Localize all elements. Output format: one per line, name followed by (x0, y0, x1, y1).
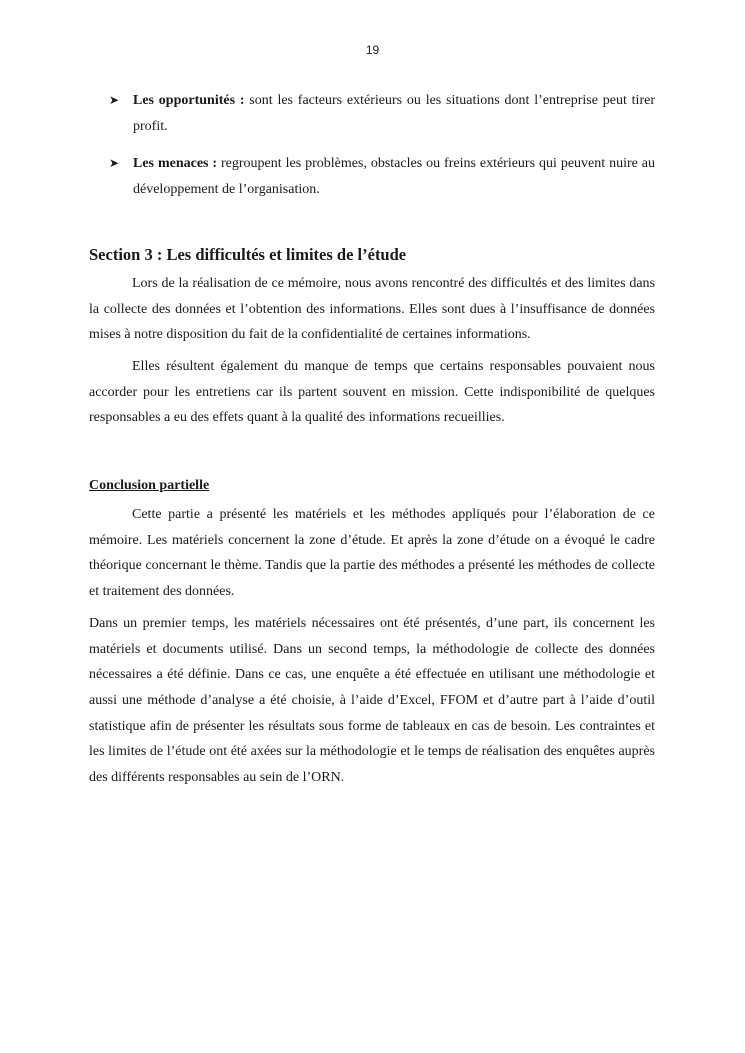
paragraph: Lors de la réalisation de ce mémoire, nous avons rencontré des difficultés et des limites dans la collecte des données et l’obtention des informations. Elles sont dues à l’insuffisance de données mises à notre disposition du fait de la confidentialité de certaines informations. (89, 275, 655, 343)
paragraph: Dans un premier temps, les matériels nécessaires ont été présentés, d’une part, ils concernent les matériels et documents utilisé. Dans un second temps, la méthodologie de collecte des données nécessaires a été définie. Dans ce cas, une enquête a été effectuée en utilisant une méthodologie et aussi une méthode d’analyse a été choisie, à l’aide d’Excel, FFOM et d’autre part à l’aide d’outil statistique afin de présenter les résultats sous forme de tableaux en cas de besoin. Les contraintes et les limites de l’étude ont été axées sur la méthodologie et le temps de réalisation des enquêtes auprès des différents responsables au sein de l’ORN. (89, 615, 655, 786)
bullet-term: Les opportunités : (133, 93, 245, 108)
paragraph: Elles résultent également du manque de temps que certains responsables pouvaient nous accorder pour les entretiens car ils partent souvent en mission. Cette indisponibilité de quelques responsables a eu des effets quant à la qualité des informations recueillies. (89, 358, 655, 426)
section-title: Section 3 : Les difficultés et limites de l’étude (89, 244, 407, 264)
page-content (89, 88, 655, 791)
conclusion-title: Conclusion partielle (89, 478, 210, 494)
bullet-text: sont les facteurs extérieurs ou les situations dont l’entreprise peut tirer profit. (133, 93, 655, 134)
bullet-item-threats (89, 151, 655, 202)
page-number: 19 (365, 43, 380, 57)
arrowhead-bullet-icon: ➤ (109, 156, 120, 171)
arrowhead-bullet-icon: ➤ (109, 93, 120, 107)
paragraph: Cette partie a présenté les matériels et les méthodes appliqués pour l’élaboration de ce mémoire. Les matériels concernent la zone d’étude. Et après la zone d’étude on a évoqué le cadre théorique concernant le thème. Tandis que la partie des méthodes a présenté les méthodes de collecte et traitement des données. (89, 507, 655, 600)
bullet-text: regroupent les problèmes, obstacles ou freins extérieurs qui peuvent nuire au développement de l’organisation. (133, 156, 655, 198)
bullet-item-opportunities (89, 88, 655, 139)
bullet-term: Les menaces : (133, 156, 218, 172)
